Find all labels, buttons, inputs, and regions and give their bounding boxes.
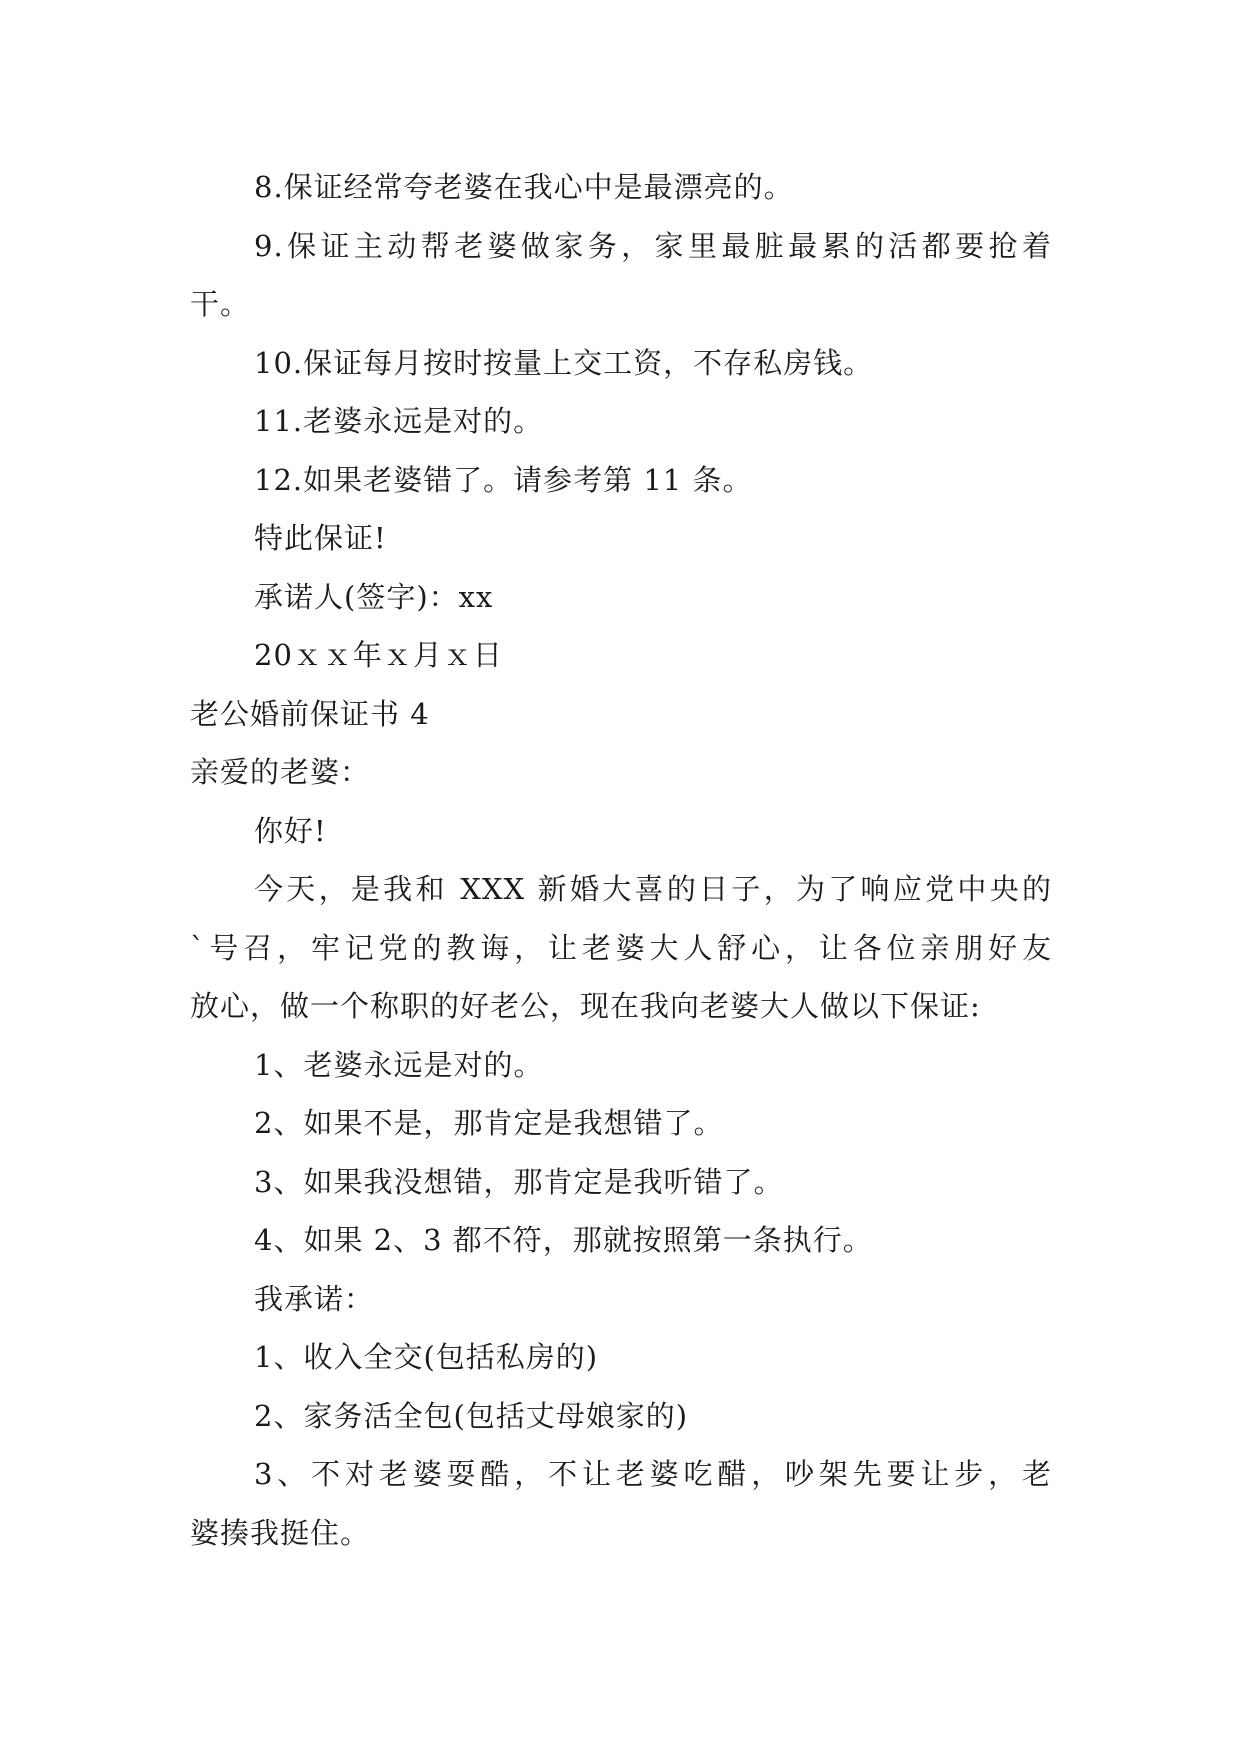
intro-paragraph-line-1: 今天，是我和 XXX 新婚大喜的日子，为了响应党中央的 <box>254 872 1052 906</box>
intro-paragraph-line-3: 放心，做一个称职的好老公，现在我向老婆大人做以下保证: <box>190 989 981 1023</box>
pledge-item-8: 8.保证经常夸老婆在我心中是最漂亮的。 <box>254 170 794 204</box>
promise-item-3-continued: 婆揍我挺住。 <box>190 1515 371 1550</box>
promise-item-1: 1、收入全交(包括私房的) <box>254 1340 599 1374</box>
pledge-item-9: 9.保证主动帮老婆做家务，家里最脏最累的活都要抢着 <box>254 228 1052 263</box>
pledge-item-10: 10.保证每月按时按量上交工资，不存私房钱。 <box>254 345 874 380</box>
promise-item-3: 3、不对老婆耍酷，不让老婆吃醋，吵架先要让步，老 <box>254 1457 1052 1491</box>
guarantee-item-4: 4、如果 2、3 都不符，那就按照第一条执行。 <box>254 1223 873 1257</box>
pledge-item-9-continued: 干。 <box>190 287 251 321</box>
date-line: 20ｘｘ年ｘ月ｘ日 <box>254 638 503 672</box>
salutation: 亲爱的老婆： <box>190 755 371 789</box>
guarantee-item-2: 2、如果不是，那肯定是我想错了。 <box>254 1106 724 1140</box>
signature-line: 承诺人(签字)：xx <box>254 579 494 614</box>
pledge-item-12: 12.如果老婆错了。请参考第 11 条。 <box>254 462 753 497</box>
document-body <box>190 158 1052 1562</box>
guarantee-item-3: 3、如果我没想错，那肯定是我听错了。 <box>254 1164 784 1199</box>
pledge-item-11: 11.老婆永远是对的。 <box>254 404 544 438</box>
promise-heading: 我承诺： <box>254 1281 375 1316</box>
section-title: 老公婚前保证书 4 <box>190 696 430 731</box>
promise-item-2: 2、家务活全包(包括丈母娘家的) <box>254 1398 689 1433</box>
guarantee-item-1: 1、老婆永远是对的。 <box>254 1047 544 1082</box>
intro-paragraph-line-2: `号召，牢记党的教诲，让老婆大人舒心，让各位亲朋好友 <box>190 930 1052 965</box>
closing-statement: 特此保证! <box>254 521 387 555</box>
greeting: 你好! <box>254 813 327 848</box>
